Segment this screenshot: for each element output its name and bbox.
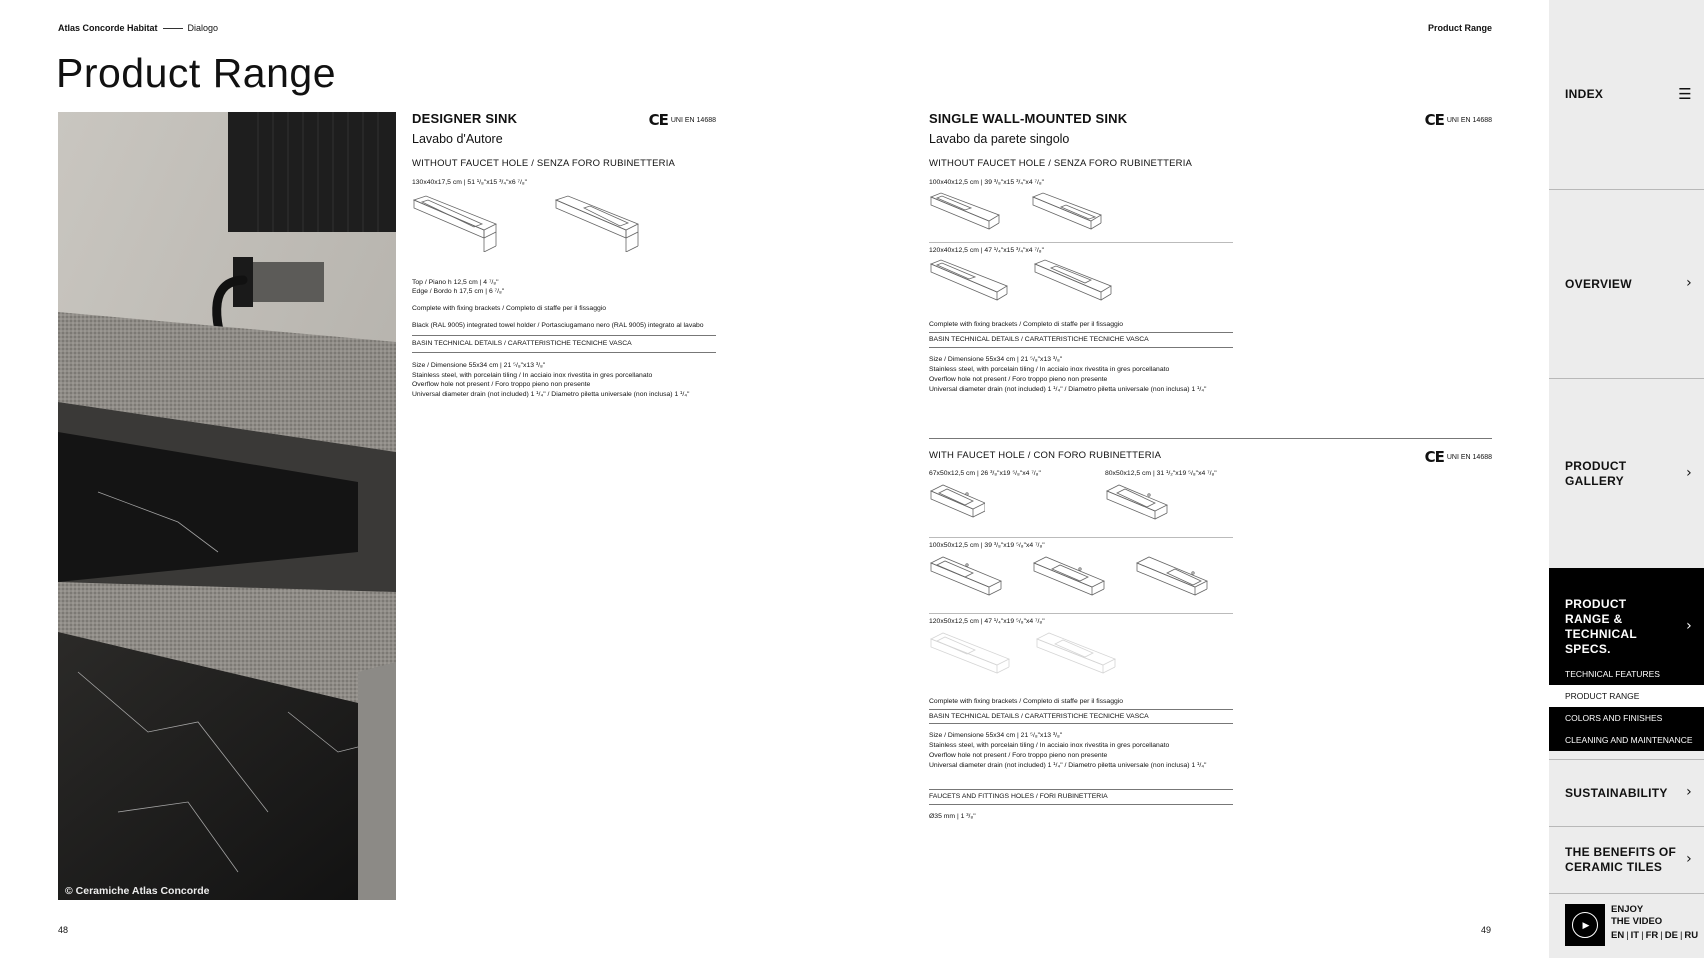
- photo-credit: © Ceramiche Atlas Concorde: [65, 885, 210, 897]
- product-photo: [58, 112, 396, 900]
- lang-it[interactable]: IT: [1630, 929, 1640, 941]
- nav-index[interactable]: [1549, 0, 1704, 189]
- nav-label: SUSTAINABILITY: [1565, 785, 1668, 800]
- sink-drawing-icon: [929, 258, 1009, 312]
- subnav-colors-finishes[interactable]: COLORS AND FINISHES: [1549, 707, 1704, 729]
- size-label: 67x50x12,5 cm | 26 ³/₈"x19 ⁵/₈"x4 ⁷/₈": [929, 470, 1041, 478]
- menu-icon: ☰: [1678, 85, 1692, 104]
- lang-en[interactable]: EN: [1611, 929, 1625, 941]
- basin-size: Size / Dimensione 55x34 cm | 21 ⁵/₈"x13 ³/₈": [412, 361, 546, 369]
- chevron-right-icon: ›: [1686, 784, 1692, 801]
- size-label: 120x40x12,5 cm | 47 ¹/₄"x15 ³/₄"x4 ⁷/₈": [929, 246, 1045, 254]
- with-faucet-block: [929, 439, 1492, 821]
- subnav-product-range[interactable]: PRODUCT RANGE: [1549, 685, 1704, 707]
- drawing-row: [929, 258, 1233, 312]
- sink-drawing-icon: [554, 194, 640, 252]
- play-video-button[interactable]: [1565, 904, 1605, 946]
- brackets-note: Complete with fixing brackets / Completo di staffe per il fissaggio: [929, 321, 1124, 329]
- with-faucet-details: [929, 469, 1233, 821]
- nav-sustainability[interactable]: [1549, 759, 1704, 826]
- sink-drawing-icon: [929, 191, 1001, 239]
- basin-overflow: Overflow hole not present / Foro troppo pieno non presente: [929, 375, 1108, 383]
- size-label: 80x50x12,5 cm | 31 ¹/₂"x19 ⁵/₈"x4 ⁷/₈": [1105, 470, 1217, 478]
- sink-drawing-icon: [929, 631, 1011, 685]
- section-heading: WITHOUT FAUCET HOLE / SENZA FORO RUBINETTERIA: [929, 157, 1193, 169]
- divider: [929, 723, 1233, 724]
- language-selector: EN | IT | FR | DE | RU: [1611, 929, 1699, 941]
- sink-drawing-icon: [1135, 555, 1208, 605]
- towel-holder-note: Black (RAL 9005) integrated towel holder / Portasciugamano nero (RAL 9005) integrato al lavabo: [412, 322, 704, 330]
- side-navigation: [1549, 0, 1704, 958]
- divider: [929, 242, 1233, 243]
- nav-label: OVERVIEW: [1565, 276, 1632, 291]
- sink-drawing-icon: [1031, 191, 1103, 239]
- wall-sink-section: [929, 110, 1492, 822]
- chevron-right-icon: ›: [1686, 851, 1692, 868]
- size-label: 100x50x12,5 cm | 39 ³/₈"x19 ⁵/₈"x4 ⁷/₈": [929, 542, 1045, 550]
- video-text-block: [1611, 904, 1698, 941]
- ce-mark-icon: CE: [1424, 448, 1444, 467]
- sink-drawing-icon: [412, 194, 498, 252]
- product-title: SINGLE WALL-MOUNTED SINK: [929, 111, 1128, 126]
- drawing-row: [929, 631, 1233, 685]
- faucet-holes-heading: FAUCETS AND FITTINGS HOLES / FORI RUBINETTERIA: [929, 792, 1108, 800]
- brackets-note: Complete with fixing brackets / Completo di staffe per il fissaggio: [929, 697, 1124, 705]
- cert-label: UNI EN 14688: [670, 116, 716, 124]
- nav-ceramic-benefits[interactable]: [1549, 826, 1704, 893]
- divider: [412, 352, 716, 353]
- brackets-note: Complete with fixing brackets / Completo di staffe per il fissaggio: [412, 305, 607, 313]
- drawing-row: [929, 555, 1233, 605]
- section-heading: WITHOUT FAUCET HOLE / SENZA FORO RUBINETTERIA: [412, 157, 676, 169]
- breadcrumb: [58, 23, 218, 33]
- nav-label: INDEX: [1565, 87, 1604, 101]
- lang-fr[interactable]: FR: [1645, 929, 1659, 941]
- sink-drawing-icon: [1033, 258, 1113, 312]
- ce-mark-icon: CE: [648, 111, 668, 129]
- breadcrumb-brand[interactable]: Atlas Concorde Habitat: [58, 23, 158, 33]
- faucet-hole-size: Ø35 mm | 1 ³/₈": [929, 812, 976, 820]
- nav-overview[interactable]: [1549, 189, 1704, 378]
- basin-drain: Universal diameter drain (not included) 1 ¹/₄" / Diametro piletta universale (non inclusa) 1 ¹/₄": [929, 762, 1207, 769]
- nav-label: PRODUCT GALLERY: [1565, 458, 1627, 488]
- basin-drain: Universal diameter drain (not included) 1 ¹/₄" / Diametro piletta universale (non inclusa) 1 ¹/₄": [412, 391, 690, 399]
- basin-details-heading: BASIN TECHNICAL DETAILS / CARATTERISTICHE TECNICHE VASCA: [929, 712, 1149, 720]
- product-subtitle: Lavabo d'Autore: [412, 131, 503, 146]
- nav-product-gallery[interactable]: [1549, 378, 1704, 568]
- basin-size: Size / Dimensione 55x34 cm | 21 ⁵/₈"x13 ³/₈": [929, 732, 1063, 740]
- page-title: Product Range: [56, 50, 337, 96]
- drawing-row: [929, 483, 1233, 529]
- basin-size: Size / Dimensione 55x34 cm | 21 ⁵/₈"x13 ³/₈": [929, 356, 1063, 364]
- product-title: DESIGNER SINK: [412, 111, 518, 126]
- video-label-line2: THE VIDEO: [1611, 915, 1663, 927]
- subnav-technical-features[interactable]: TECHNICAL FEATURES: [1549, 663, 1704, 685]
- divider: [929, 537, 1233, 538]
- cert-label: UNI EN 14688: [1446, 116, 1492, 124]
- sink-drawing-icon: [1032, 555, 1105, 605]
- size-label: 120x50x12,5 cm | 47 ¹/₄"x19 ⁵/₈"x4 ⁷/₈": [929, 617, 1045, 625]
- video-label-line1: ENJOY: [1611, 904, 1644, 915]
- basin-material: Stainless steel, with porcelain tiling / In acciaio inox rivestita in gres porcellanato: [929, 742, 1170, 750]
- basin-overflow: Overflow hole not present / Foro troppo pieno non presente: [412, 381, 591, 389]
- subnav-cleaning-maintenance[interactable]: CLEANING AND MAINTENANCE: [1549, 729, 1704, 751]
- lang-de[interactable]: DE: [1664, 929, 1678, 941]
- chevron-right-icon: ›: [1686, 275, 1692, 292]
- breadcrumb-divider: [163, 28, 183, 29]
- video-promo: [1565, 904, 1698, 946]
- drawing-row: [412, 194, 716, 252]
- breadcrumb-section[interactable]: Dialogo: [187, 23, 219, 33]
- basin-material: Stainless steel, with porcelain tiling / In acciaio inox rivestita in gres porcellanato: [929, 365, 1170, 373]
- basin-overflow: Overflow hole not present / Foro troppo pieno non presente: [929, 752, 1108, 760]
- size-label: 100x40x12,5 cm | 39 ³/₈"x15 ³/₄"x4 ⁷/₈": [929, 178, 1045, 186]
- divider: [1549, 893, 1704, 894]
- drawing-row: [929, 191, 1233, 239]
- product-subtitle: Lavabo da parete singolo: [929, 131, 1070, 146]
- basin-details-heading: BASIN TECHNICAL DETAILS / CARATTERISTICHE TECNICHE VASCA: [929, 336, 1149, 344]
- divider: [929, 347, 1233, 348]
- top-height: Top / Piano h 12,5 cm | 4 ⁷/₈": [412, 278, 499, 286]
- basin-details-heading: BASIN TECHNICAL DETAILS / CARATTERISTICHE TECNICHE VASCA: [412, 339, 632, 347]
- sink-drawing-icon: [929, 555, 1002, 605]
- basin-material: Stainless steel, with porcelain tiling / In acciaio inox rivestita in gres porcellanato: [412, 371, 653, 379]
- basin-drain: Universal diameter drain (not included) 1 ¹/₄" / Diametro piletta universale (non inclusa) 1 ¹/₄": [929, 385, 1207, 393]
- divider: [929, 613, 1233, 614]
- sink-drawing-icon: [1105, 483, 1169, 529]
- lang-ru[interactable]: RU: [1684, 929, 1699, 941]
- ce-certification: [649, 110, 716, 132]
- sink-photo-illustration: [58, 112, 396, 900]
- ce-mark-icon: CE: [1424, 111, 1444, 129]
- nav-label: THE BENEFITS OF CERAMIC TILES: [1565, 845, 1677, 874]
- designer-sink-section: [412, 110, 716, 400]
- cert-label: UNI EN 14688: [1446, 454, 1492, 462]
- chevron-right-icon: ›: [1686, 464, 1692, 481]
- section-label: Product Range: [1427, 23, 1492, 33]
- sink-drawing-icon: [1035, 631, 1117, 685]
- sink-drawing-icon: [929, 483, 985, 527]
- size-label: 130x40x17,5 cm | 51 ¹/₈"x15 ³/₄"x6 ⁷/₈": [412, 178, 528, 186]
- divider: [929, 804, 1233, 805]
- edge-height: Edge / Bordo h 17,5 cm | 6 ⁷/₈": [412, 288, 505, 296]
- page-number-left: 48: [58, 925, 69, 935]
- ce-certification: [1425, 447, 1492, 469]
- section-heading: WITH FAUCET HOLE / CON FORO RUBINETTERIA: [929, 450, 1162, 462]
- chevron-right-icon: ›: [1686, 617, 1692, 634]
- page-number-right: 49: [1481, 925, 1492, 935]
- without-faucet-block: [929, 157, 1233, 395]
- play-icon: ▶: [1572, 912, 1598, 938]
- ce-certification: [1425, 110, 1492, 132]
- size-row: [929, 469, 1233, 479]
- nav-label: PRODUCT RANGE & TECHNICAL SPECS.: [1565, 596, 1637, 656]
